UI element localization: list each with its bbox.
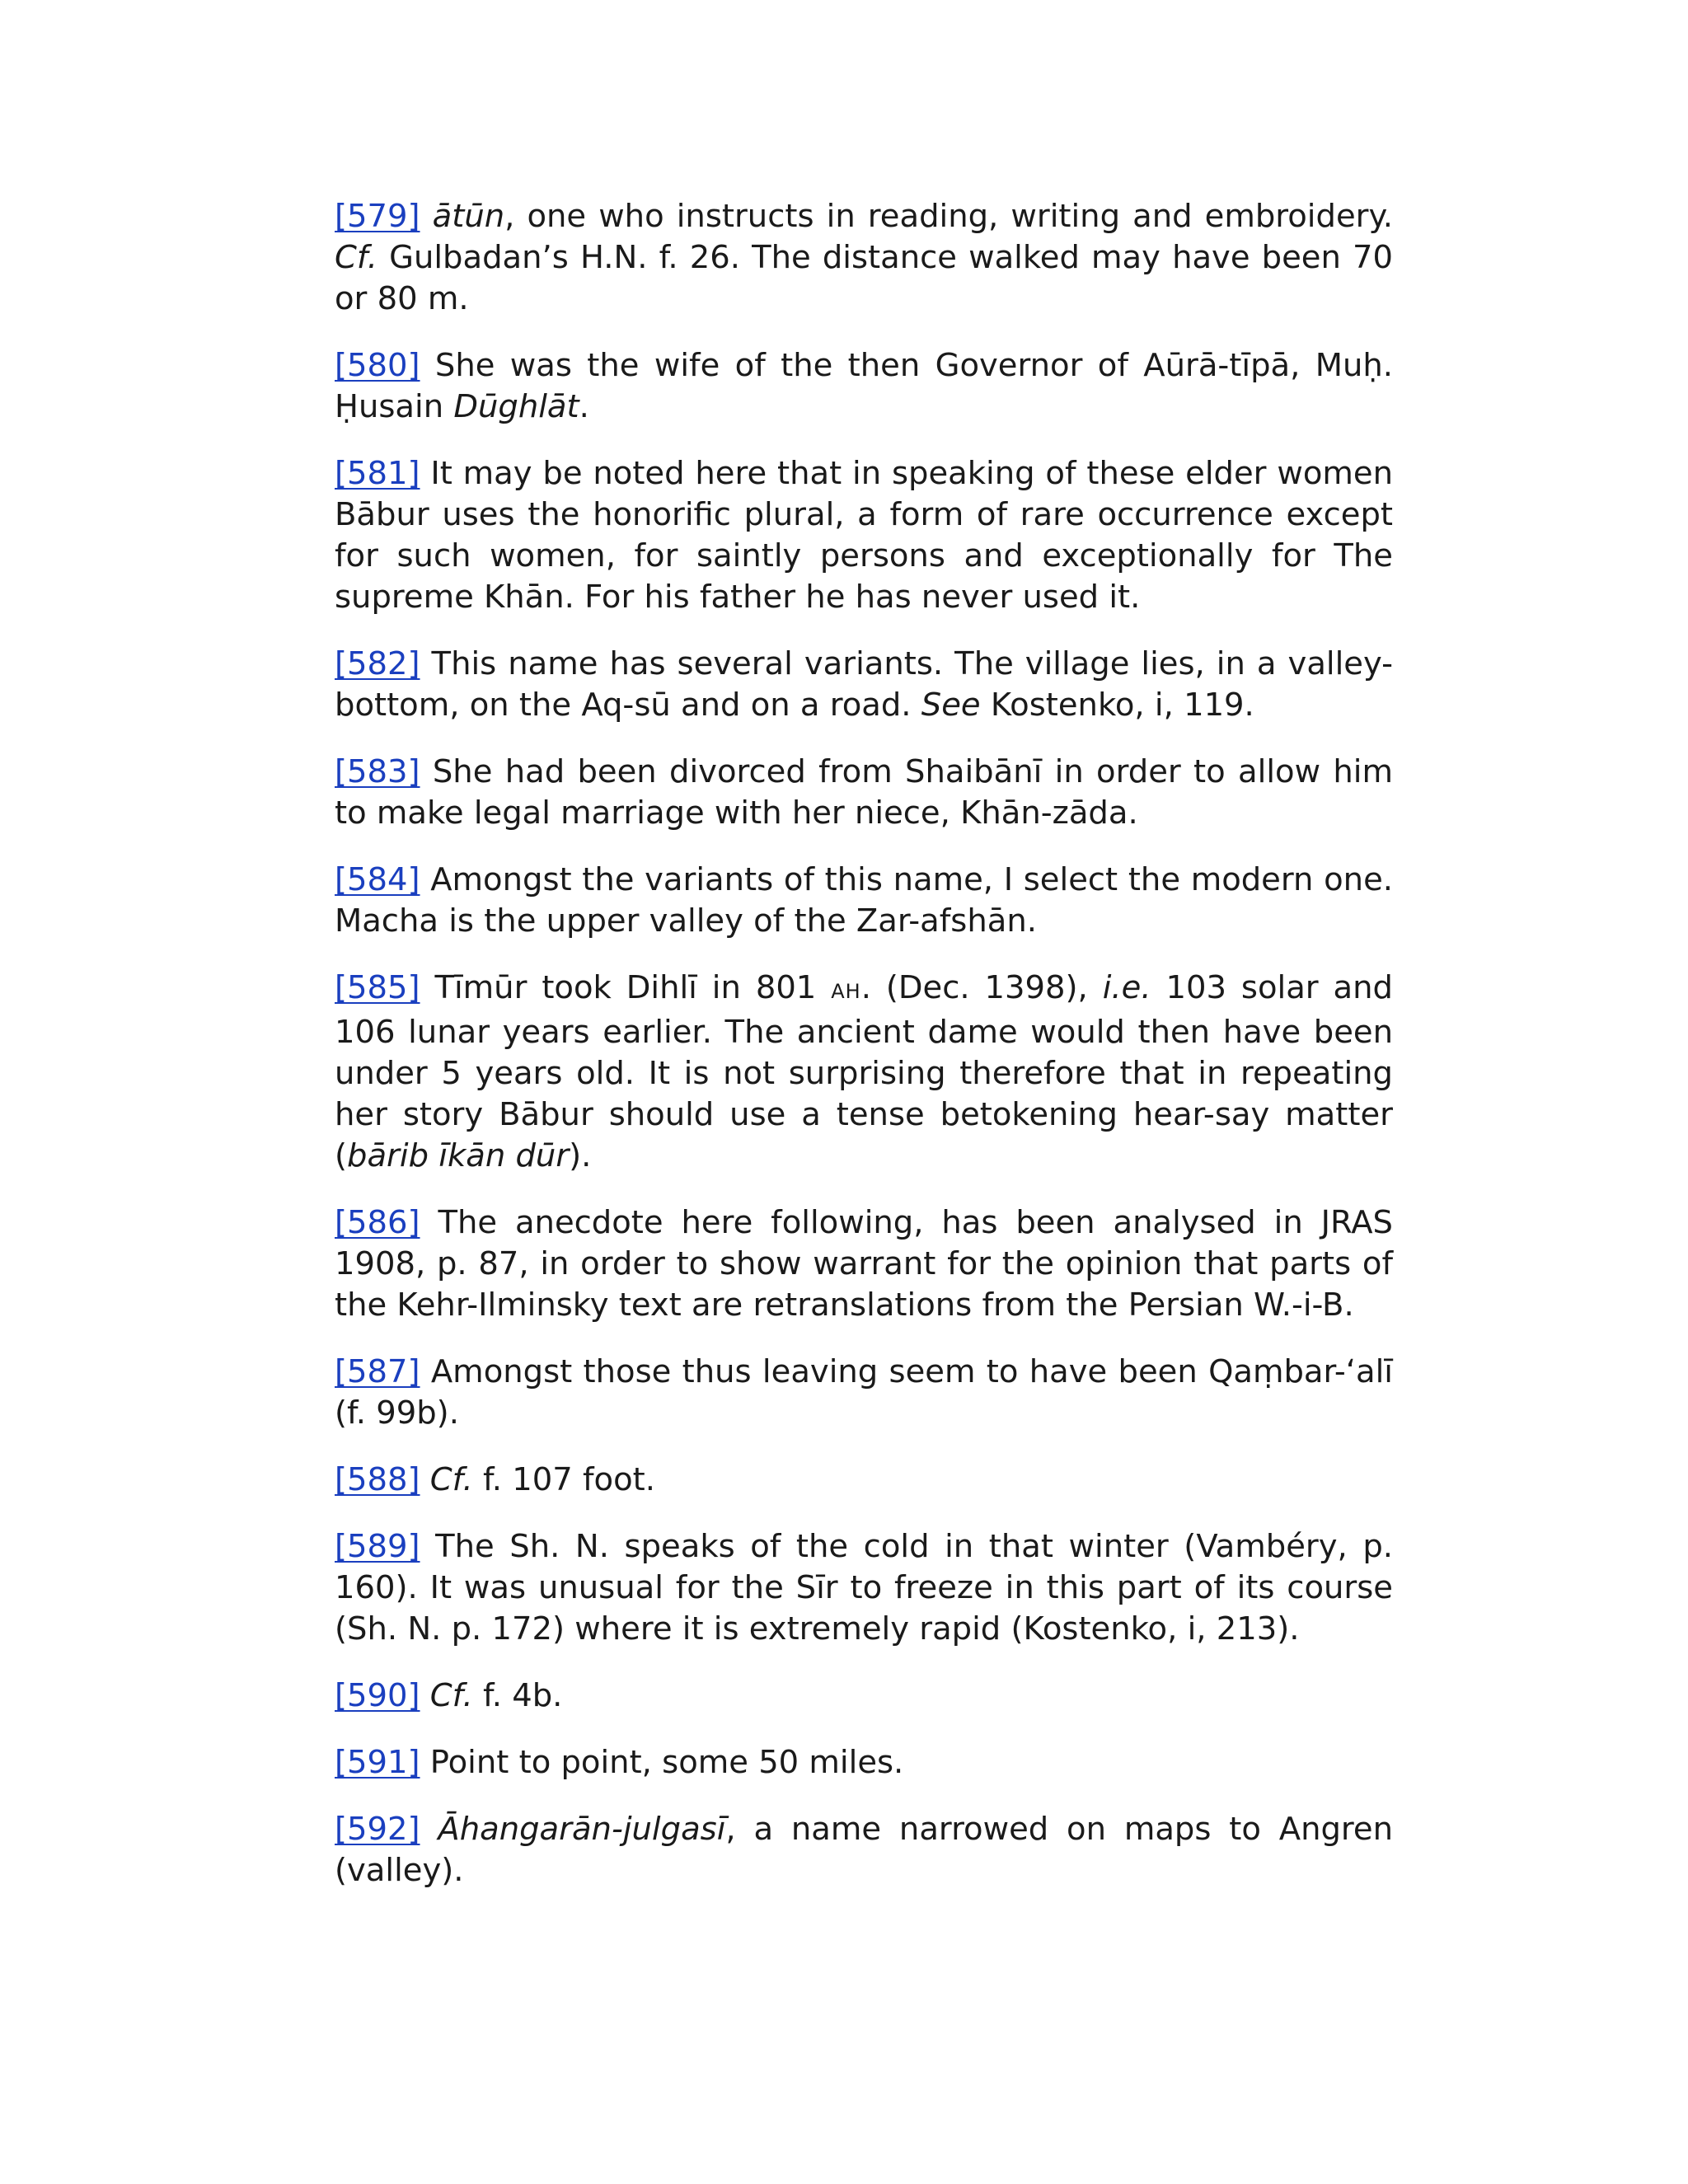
footnote-italic-text: See	[921, 687, 981, 724]
footnote-italic-text: Cf.	[429, 1461, 473, 1498]
footnote-text: 103 solar and 106 lunar years earlier. The ancient dame would then have been under 5 years old. It is not surprising therefore that in repeating her story Bābur should use a tense betokening hear-say matter (	[335, 969, 1393, 1174]
footnote-text: Amongst the variants of this name, I select the modern one. Macha is the upper valley of the Zar-afshān.	[335, 861, 1393, 940]
footnote	[335, 345, 1393, 428]
footnote	[335, 196, 1393, 320]
footnote-ref-link[interactable]: [590]	[335, 1677, 420, 1714]
footnote-text: She was the wife of the then Governor of Aūrā-tīpā, Muḥ. Ḥusain	[335, 347, 1393, 425]
footnote-text: It may be noted here that in speaking of these elder women Bābur uses the honorific plural, a form of rare occurrence except for such women, for saintly persons and exceptionally for The supreme Khān. For his father he has never used it.	[335, 455, 1393, 616]
footnote-ref-link[interactable]: [581]	[335, 455, 420, 492]
footnote	[335, 968, 1393, 1177]
footnote-text: The anecdote here following, has been analysed in JRAS 1908, p. 87, in order to show warrant for the opinion that parts of the Kehr-Ilminsky text are retranslations from the Persian W.-i-B.	[335, 1204, 1393, 1324]
footnote-text: f. 4b.	[472, 1677, 563, 1714]
footnote-text: f. 107 foot.	[472, 1461, 655, 1498]
footnote-text: This name has several variants. The village lies, in a valley-bottom, on the Aq-sū and on a road.	[335, 645, 1393, 724]
footnote-text: , one who instructs in reading, writing and embroidery.	[504, 198, 1393, 235]
footnote-ref-link[interactable]: [579]	[335, 198, 420, 235]
footnote-italic-text: Cf.	[429, 1677, 473, 1714]
footnote-smallcaps-text: AH	[831, 980, 861, 1003]
footnotes-page	[335, 196, 1393, 1917]
footnote	[335, 1675, 1393, 1717]
footnote	[335, 644, 1393, 726]
footnote-text: Amongst those thus leaving seem to have been Qaṃbar-‘alī (f. 99b).	[335, 1353, 1393, 1432]
footnote-ref-link[interactable]: [587]	[335, 1353, 420, 1390]
footnote-text: ).	[569, 1137, 592, 1174]
footnote-ref-link[interactable]: [586]	[335, 1204, 420, 1241]
footnote-text: Tīmūr took Dihlī in 801	[420, 969, 832, 1006]
footnote-italic-text: i.e.	[1102, 969, 1151, 1006]
footnote-italic-text: Cf.	[335, 239, 377, 276]
footnote-text: Point to point, some 50 miles.	[420, 1744, 904, 1781]
footnote	[335, 1202, 1393, 1326]
footnote-ref-link[interactable]: [582]	[335, 645, 420, 682]
footnote-italic-text: ātūn	[432, 198, 505, 235]
footnote-ref-link[interactable]: [592]	[335, 1811, 420, 1848]
footnote	[335, 752, 1393, 834]
footnote	[335, 1742, 1393, 1783]
footnote	[335, 453, 1393, 618]
footnote	[335, 1526, 1393, 1650]
footnote-text: The Sh. N. speaks of the cold in that winter (Vambéry, p. 160). It was unusual for the Sīr to freeze in this part of its course (Sh. N. p. 172) where it is extremely rapid (Kostenko, i, 213).	[335, 1528, 1393, 1647]
footnote-text: Gulbadan’s H.N. f. 26. The distance walked may have been 70 or 80 m.	[335, 239, 1393, 317]
footnote-ref-link[interactable]: [591]	[335, 1744, 420, 1781]
footnote-ref-link[interactable]: [588]	[335, 1461, 420, 1498]
footnote-ref-link[interactable]: [589]	[335, 1528, 420, 1565]
footnote	[335, 1352, 1393, 1434]
footnote-text: Kostenko, i, 119.	[980, 687, 1254, 724]
footnote-italic-text: bārib īkān dūr	[347, 1137, 570, 1174]
footnote	[335, 1809, 1393, 1891]
footnote-text: She had been divorced from Shaibānī in order to allow him to make legal marriage with her niece, Khān-zāda.	[335, 753, 1393, 832]
footnote	[335, 860, 1393, 942]
footnote-italic-text: Āhangarān-julgasī	[438, 1811, 726, 1848]
footnote-text	[420, 198, 433, 235]
footnote-text	[420, 1461, 430, 1498]
footnote-ref-link[interactable]: [584]	[335, 861, 420, 898]
footnote-ref-link[interactable]: [580]	[335, 347, 420, 384]
footnote	[335, 1460, 1393, 1501]
footnote-italic-text: Dūghlāt	[453, 388, 579, 425]
footnote-ref-link[interactable]: [583]	[335, 753, 420, 790]
footnote-ref-link[interactable]: [585]	[335, 969, 420, 1006]
footnote-text	[420, 1811, 438, 1848]
footnote-text: . (Dec. 1398),	[860, 969, 1103, 1006]
footnote-text: .	[579, 388, 589, 425]
footnote-text: , a name narrowed on maps to Angren (valley).	[335, 1811, 1393, 1889]
footnote-text	[420, 1677, 430, 1714]
